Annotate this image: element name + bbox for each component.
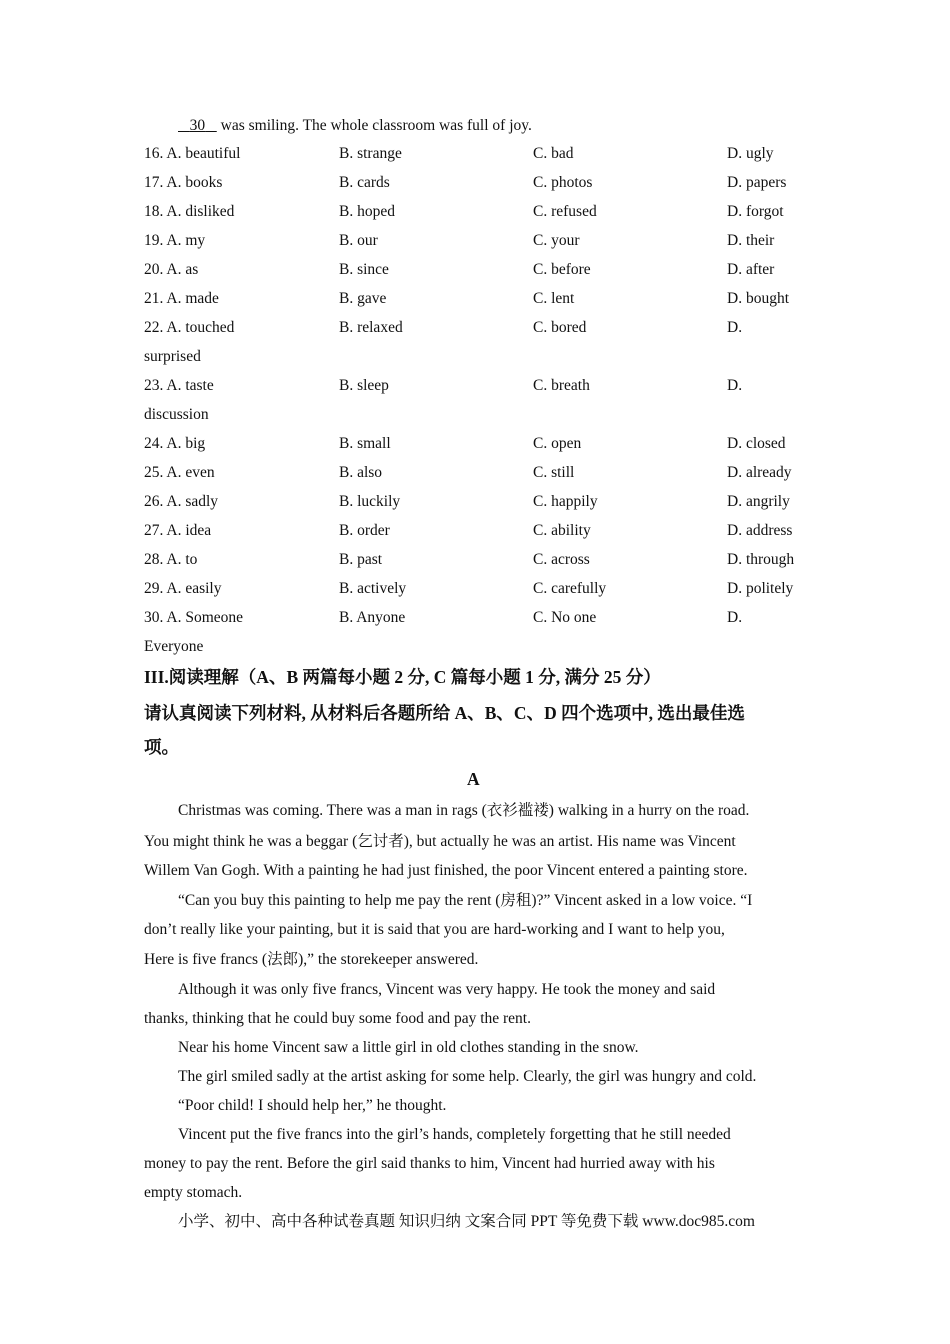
option-c: C. happily <box>533 493 598 510</box>
option-c: C. ability <box>533 522 591 539</box>
passage-line: thanks, thinking that he could buy some food and pay the rent. <box>144 1010 531 1027</box>
blank-pad-left <box>178 117 190 134</box>
option-d-wrap: surprised <box>144 348 201 365</box>
passage-line: Willem Van Gogh. With a painting he had just finished, the poor Vincent entered a painting store. <box>144 862 748 879</box>
option-c: C. carefully <box>533 580 607 597</box>
option-d-wrap: Everyone <box>144 638 204 655</box>
option-c: C. No one <box>533 609 597 626</box>
passage-line: Although it was only five francs, Vincent was very happy. He took the money and said <box>178 981 716 998</box>
passage-line: Here is five francs (法郎),” the storekeeper answered. <box>144 951 479 968</box>
option-c: C. bored <box>533 319 587 336</box>
option-d: D. <box>727 319 743 336</box>
option-a: 17. A. books <box>144 174 223 191</box>
option-a: 28. A. to <box>144 551 198 568</box>
passage-line: don’t really like your painting, but it is said that you are hard-working and I want to help you, <box>144 921 725 938</box>
option-b: B. strange <box>339 145 402 162</box>
option-a: 23. A. taste <box>144 377 214 394</box>
passage-line: You might think he was a beggar (乞讨者), but actually he was an artist. His name was Vincent <box>144 833 736 850</box>
passage-line: money to pay the rent. Before the girl said thanks to him, Vincent had hurried away with his <box>144 1155 715 1172</box>
passage-label: A <box>467 769 480 789</box>
option-b: B. order <box>339 522 390 539</box>
passage-line: Christmas was coming. There was a man in rags (衣衫褴褛) walking in a hurry on the road. <box>178 802 750 819</box>
option-a: 30. A. Someone <box>144 609 244 626</box>
cloze-tail-line <box>178 116 532 136</box>
option-d: D. politely <box>727 580 794 597</box>
option-b: B. cards <box>339 174 390 191</box>
option-b: B. gave <box>339 290 387 307</box>
option-b: B. since <box>339 261 389 278</box>
option-a: 22. A. touched <box>144 319 235 336</box>
option-c: C. across <box>533 551 590 568</box>
option-d: D. their <box>727 232 775 249</box>
option-b: B. Anyone <box>339 609 406 626</box>
option-d: D. bought <box>727 290 789 307</box>
option-d: D. ugly <box>727 145 774 162</box>
passage-line: Near his home Vincent saw a little girl in old clothes standing in the snow. <box>178 1039 639 1056</box>
passage-line: “Can you buy this painting to help me pay the rent (房租)?” Vincent asked in a low voice. “I <box>178 892 753 909</box>
passage-line: empty stomach. <box>144 1184 243 1201</box>
section-instruction-2: 项。 <box>144 737 179 757</box>
option-c: C. open <box>533 435 582 452</box>
option-b: B. relaxed <box>339 319 403 336</box>
section-heading: III.阅读理解（A、B 两篇每小题 2 分, C 篇每小题 1 分, 满分 25 分） <box>144 667 661 687</box>
option-d-wrap: discussion <box>144 406 209 423</box>
option-a: 26. A. sadly <box>144 493 219 510</box>
option-a: 24. A. big <box>144 435 206 452</box>
option-a: 25. A. even <box>144 464 215 481</box>
option-c: C. breath <box>533 377 590 394</box>
option-b: B. sleep <box>339 377 389 394</box>
option-a: 27. A. idea <box>144 522 212 539</box>
option-c: C. photos <box>533 174 593 191</box>
option-c: C. lent <box>533 290 575 307</box>
option-c: C. bad <box>533 145 574 162</box>
option-d: D. through <box>727 551 795 568</box>
page-footer: 小学、初中、高中各种试卷真题 知识归纳 文案合同 PPT 等免费下载 www.doc985.com <box>178 1213 755 1230</box>
option-a: 20. A. as <box>144 261 199 278</box>
blank-30 <box>178 117 217 134</box>
option-b: B. past <box>339 551 383 568</box>
option-d: D. angrily <box>727 493 790 510</box>
option-c: C. before <box>533 261 591 278</box>
option-b: B. actively <box>339 580 407 597</box>
option-c: C. your <box>533 232 580 249</box>
option-d: D. <box>727 609 743 626</box>
passage-line: “Poor child! I should help her,” he thought. <box>178 1097 447 1114</box>
option-c: C. still <box>533 464 575 481</box>
option-d: D. closed <box>727 435 786 452</box>
option-d: D. <box>727 377 743 394</box>
option-a: 16. A. beautiful <box>144 145 241 162</box>
cloze-tail-text: was smiling. The whole classroom was full of joy. <box>216 117 532 134</box>
section-instruction-1: 请认真阅读下列材料, 从材料后各题所给 A、B、C、D 四个选项中, 选出最佳选 <box>144 703 745 723</box>
option-a: 19. A. my <box>144 232 206 249</box>
option-d: D. forgot <box>727 203 784 220</box>
blank-pad-right <box>205 117 217 134</box>
option-a: 29. A. easily <box>144 580 222 597</box>
option-b: B. luckily <box>339 493 401 510</box>
option-d: D. after <box>727 261 775 278</box>
option-a: 18. A. disliked <box>144 203 235 220</box>
option-b: B. hoped <box>339 203 395 220</box>
option-b: B. small <box>339 435 391 452</box>
option-b: B. our <box>339 232 378 249</box>
passage-line: Vincent put the five francs into the girl’s hands, completely forgetting that he still needed <box>178 1126 731 1143</box>
option-b: B. also <box>339 464 383 481</box>
blank-number: 30 <box>189 117 206 134</box>
option-d: D. papers <box>727 174 787 191</box>
option-d: D. address <box>727 522 793 539</box>
option-a: 21. A. made <box>144 290 219 307</box>
passage-line: The girl smiled sadly at the artist asking for some help. Clearly, the girl was hungry and cold. <box>178 1068 757 1085</box>
option-c: C. refused <box>533 203 597 220</box>
option-d: D. already <box>727 464 792 481</box>
